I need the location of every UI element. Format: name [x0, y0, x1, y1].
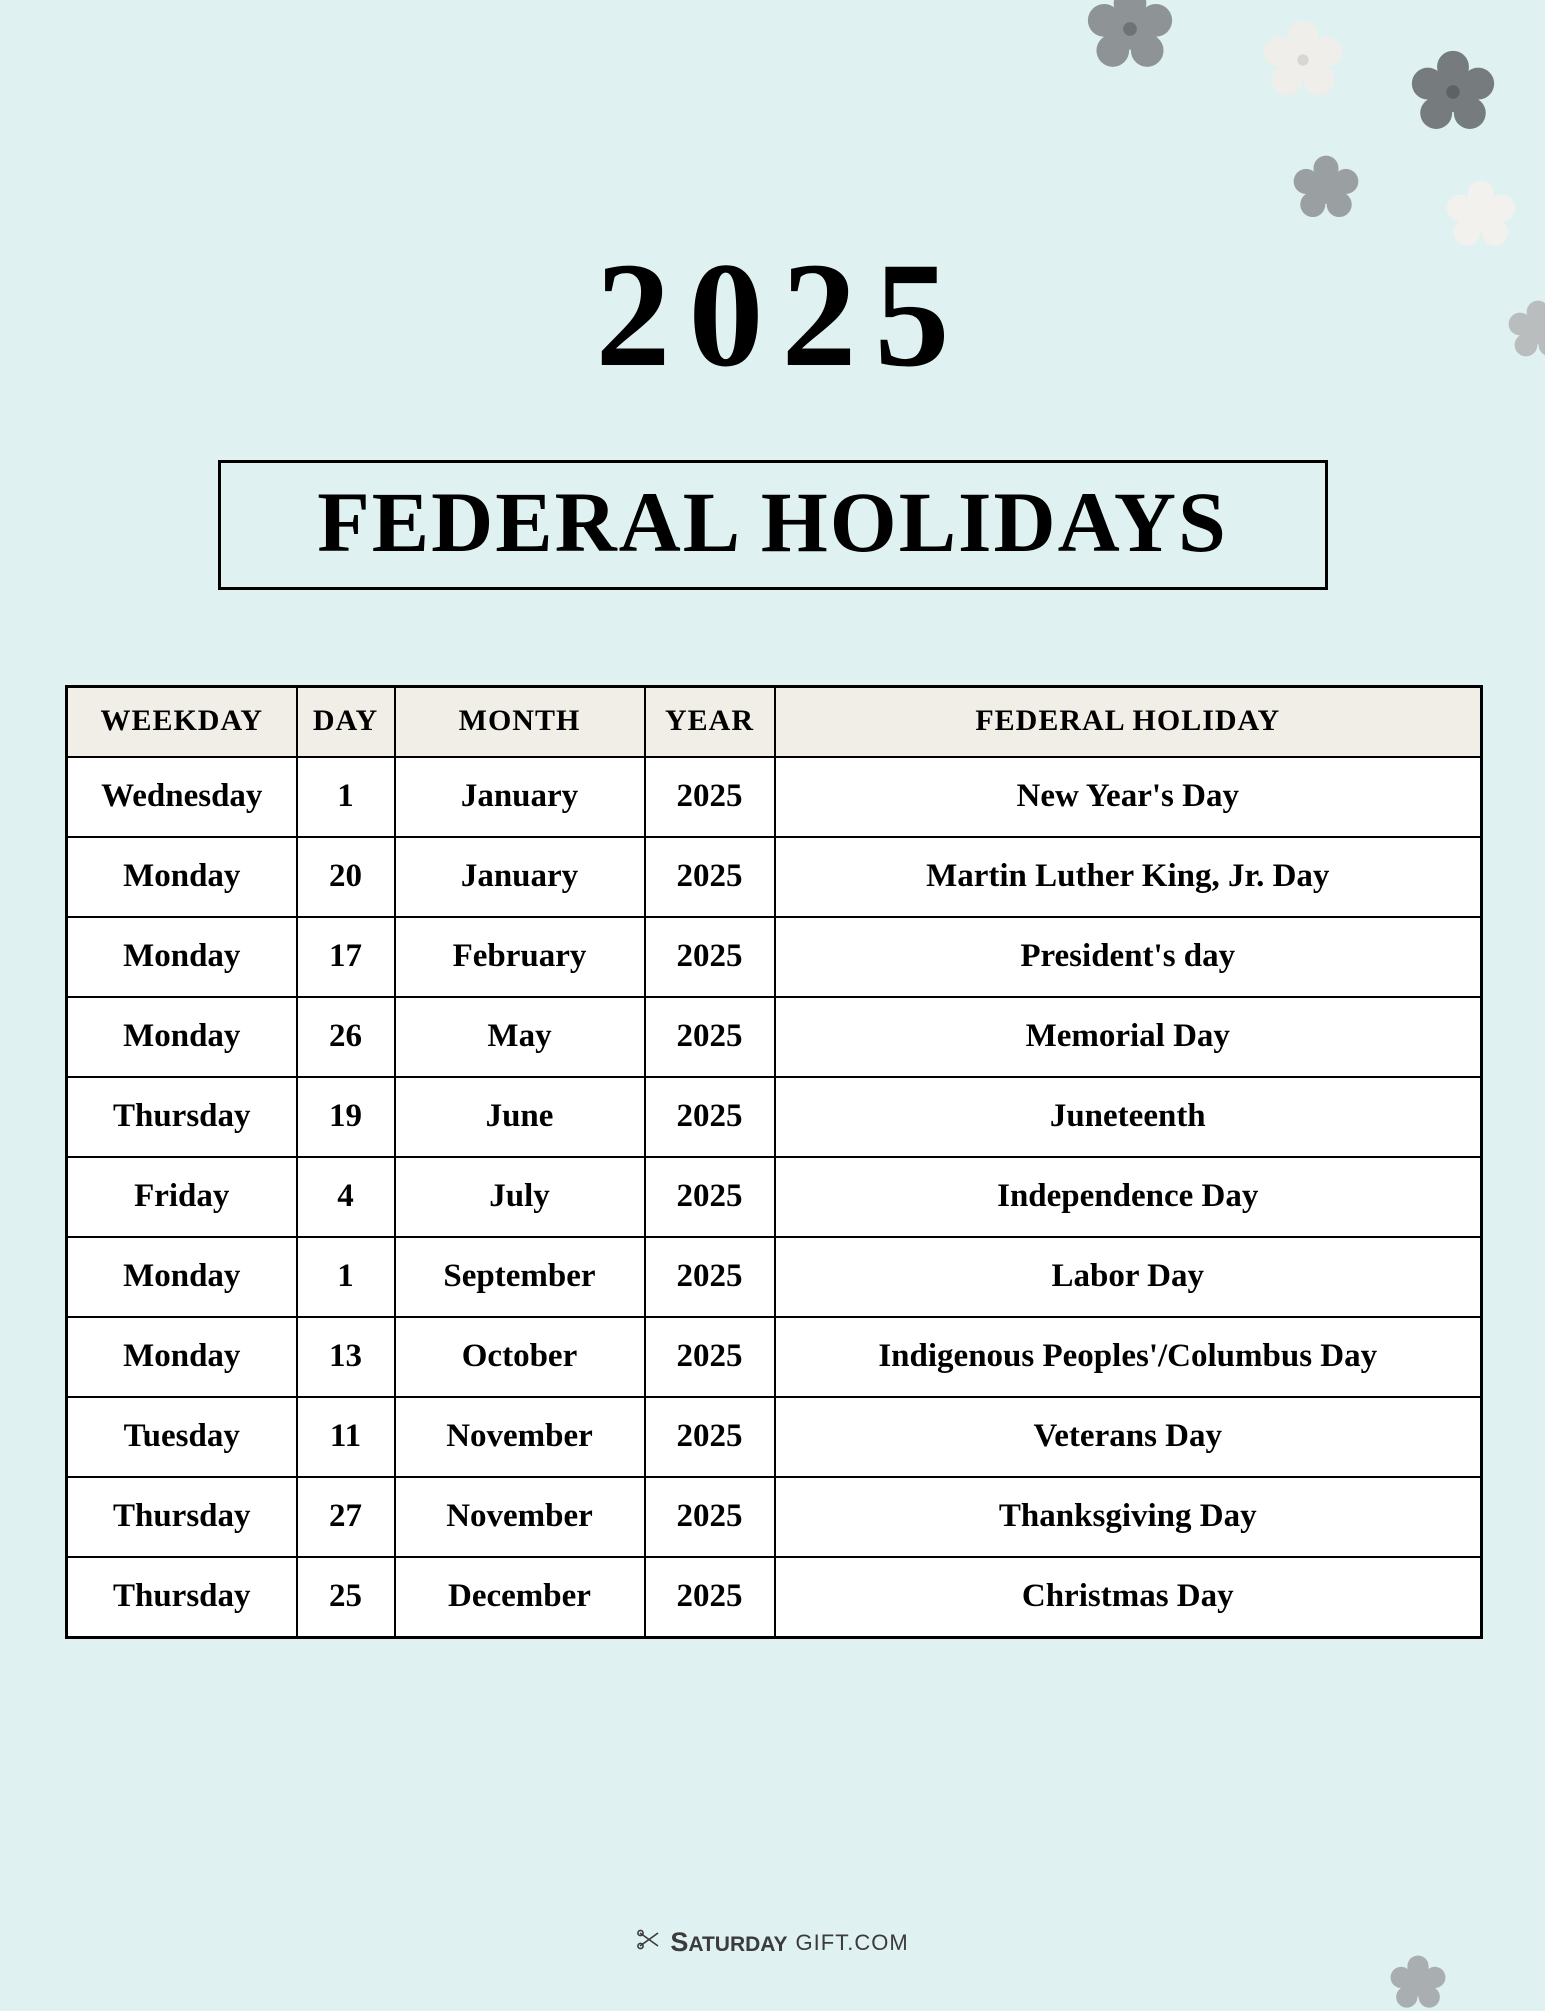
- cell-month: May: [395, 997, 645, 1077]
- cell-month: January: [395, 837, 645, 917]
- table-row: [67, 1157, 1482, 1237]
- column-header-federal-holiday: FEDERAL HOLIDAY: [775, 687, 1482, 758]
- cell-year: 2025: [645, 917, 775, 997]
- page-year: 2025: [0, 0, 1545, 390]
- table-row: [67, 1317, 1482, 1397]
- table-row: [67, 1237, 1482, 1317]
- cell-month: December: [395, 1557, 645, 1638]
- cell-day: 20: [297, 837, 395, 917]
- cell-month: June: [395, 1077, 645, 1157]
- brand-name-gift: GIFT.COM: [796, 1930, 909, 1956]
- cell-day: 27: [297, 1477, 395, 1557]
- cell-year: 2025: [645, 997, 775, 1077]
- table-row: [67, 917, 1482, 997]
- column-header-month: MONTH: [395, 687, 645, 758]
- cell-month: November: [395, 1397, 645, 1477]
- cell-year: 2025: [645, 837, 775, 917]
- cell-day: 17: [297, 917, 395, 997]
- cell-day: 26: [297, 997, 395, 1077]
- cell-year: 2025: [645, 1237, 775, 1317]
- cell-month: November: [395, 1477, 645, 1557]
- cell-holiday: Indigenous Peoples'/Columbus Day: [775, 1317, 1482, 1397]
- holidays-table-container: [65, 685, 1480, 1639]
- cell-holiday: Christmas Day: [775, 1557, 1482, 1638]
- cell-month: October: [395, 1317, 645, 1397]
- cell-holiday: President's day: [775, 917, 1482, 997]
- cell-year: 2025: [645, 757, 775, 837]
- cell-day: 1: [297, 1237, 395, 1317]
- flower-decoration: [1390, 1955, 1446, 2011]
- cell-weekday: Monday: [67, 1237, 297, 1317]
- cell-day: 25: [297, 1557, 395, 1638]
- table-header-row: [67, 687, 1482, 758]
- holidays-table: [65, 685, 1483, 1639]
- cell-holiday: Veterans Day: [775, 1397, 1482, 1477]
- cell-year: 2025: [645, 1077, 775, 1157]
- cell-weekday: Monday: [67, 917, 297, 997]
- cell-holiday: Labor Day: [775, 1237, 1482, 1317]
- table-row: [67, 997, 1482, 1077]
- brand-logo: [636, 1927, 908, 1958]
- table-header: [67, 687, 1482, 758]
- table-row: [67, 1397, 1482, 1477]
- cell-weekday: Monday: [67, 997, 297, 1077]
- table-row: [67, 757, 1482, 837]
- cell-year: 2025: [645, 1557, 775, 1638]
- cell-weekday: Friday: [67, 1157, 297, 1237]
- cell-weekday: Tuesday: [67, 1397, 297, 1477]
- cell-month: February: [395, 917, 645, 997]
- brand-name-saturday: SATURDAY: [670, 1927, 787, 1958]
- table-body: [67, 757, 1482, 1638]
- cell-weekday: Thursday: [67, 1077, 297, 1157]
- page-title: FEDERAL HOLIDAYS: [221, 479, 1325, 565]
- column-header-weekday: WEEKDAY: [67, 687, 297, 758]
- cell-holiday: Memorial Day: [775, 997, 1482, 1077]
- cell-day: 1: [297, 757, 395, 837]
- cell-year: 2025: [645, 1317, 775, 1397]
- scissors-icon: [636, 1929, 662, 1957]
- cell-year: 2025: [645, 1477, 775, 1557]
- cell-holiday: Juneteenth: [775, 1077, 1482, 1157]
- cell-day: 19: [297, 1077, 395, 1157]
- table-row: [67, 837, 1482, 917]
- cell-month: September: [395, 1237, 645, 1317]
- cell-holiday: Martin Luther King, Jr. Day: [775, 837, 1482, 917]
- column-header-day: DAY: [297, 687, 395, 758]
- cell-holiday: Independence Day: [775, 1157, 1482, 1237]
- cell-holiday: Thanksgiving Day: [775, 1477, 1482, 1557]
- cell-weekday: Monday: [67, 1317, 297, 1397]
- cell-weekday: Thursday: [67, 1557, 297, 1638]
- page-title-box: [218, 460, 1328, 590]
- cell-year: 2025: [645, 1157, 775, 1237]
- column-header-year: YEAR: [645, 687, 775, 758]
- cell-month: July: [395, 1157, 645, 1237]
- cell-holiday: New Year's Day: [775, 757, 1482, 837]
- cell-day: 13: [297, 1317, 395, 1397]
- cell-month: January: [395, 757, 645, 837]
- table-row: [67, 1077, 1482, 1157]
- cell-weekday: Wednesday: [67, 757, 297, 837]
- cell-day: 11: [297, 1397, 395, 1477]
- cell-weekday: Thursday: [67, 1477, 297, 1557]
- cell-day: 4: [297, 1157, 395, 1237]
- table-row: [67, 1477, 1482, 1557]
- cell-weekday: Monday: [67, 837, 297, 917]
- cell-year: 2025: [645, 1397, 775, 1477]
- table-row: [67, 1557, 1482, 1638]
- footer: [0, 1927, 1545, 1958]
